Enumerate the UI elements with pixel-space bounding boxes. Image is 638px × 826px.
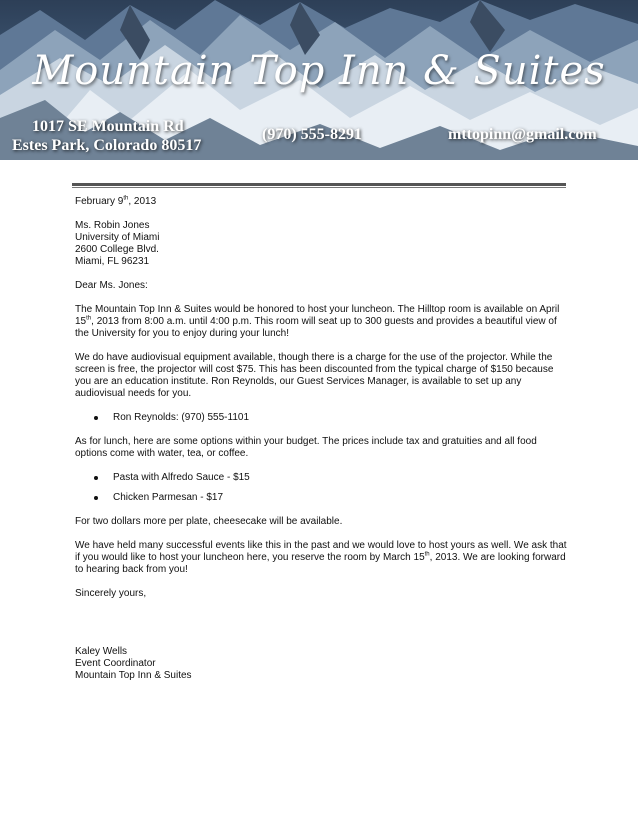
address-line-1: 1017 SE Mountain Rd xyxy=(32,118,184,135)
menu-list xyxy=(75,492,570,504)
paragraph-audiovisual: We do have audiovisual equipment available, though there is a charge for the use of the projector. While the screen is free, the projector will cost $75. This has been discounted from the typical charge of $150 because you are an education institute. Ron Reynolds, our Guest Services Manager, is available to set up any audiovisual needs for you. xyxy=(75,352,554,399)
paragraph-lunch: As for lunch, here are some options within your budget. The prices include tax and gratuities and all food options come with water, tea, or coffee. xyxy=(75,436,537,459)
salutation: Dear Ms. Jones: xyxy=(75,280,148,291)
recipient-line: 2600 College Blvd. xyxy=(75,244,159,255)
contact-list xyxy=(75,412,570,424)
list-item: Chicken Parmesan - $17 xyxy=(75,492,570,504)
header-divider xyxy=(72,183,566,186)
header-divider-thin xyxy=(72,187,566,188)
menu-list xyxy=(75,472,570,484)
signer-title: Event Coordinator xyxy=(75,658,156,669)
letter-date: February 9th, 2013 xyxy=(75,195,157,207)
signature-block xyxy=(75,646,570,682)
recipient-line: University of Miami xyxy=(75,232,160,243)
recipient-block xyxy=(75,220,570,268)
list-item: Pasta with Alfredo Sauce - $15 xyxy=(75,472,570,484)
inn-name-title: Mountain Top Inn & Suites xyxy=(32,48,606,94)
signer-name: Kaley Wells xyxy=(75,646,128,657)
complimentary-close: Sincerely yours, xyxy=(75,588,147,599)
list-item: Ron Reynolds: (970) 555-1101 xyxy=(75,412,570,424)
paragraph-availability: The Mountain Top Inn & Suites would be honored to host your luncheon. The Hilltop room is available on April 15th, 2013 from 8:00 a.m. until 4:00 p.m. This room will seat up to 300 guests and provides a beautiful view of the University for you to enjoy during your lunch! xyxy=(75,304,560,339)
paragraph-dessert: For two dollars more per plate, cheesecake will be available. xyxy=(75,516,343,527)
phone-number: (970) 555-8291 xyxy=(262,126,362,143)
letterhead-banner xyxy=(0,0,638,160)
paragraph-closing-request: We have held many successful events like this in the past and we would love to host yours as well. We ask that if you would like to host your luncheon here, you reserve the room by March 15th, 2013. We are looking forward to hearing back from you! xyxy=(75,540,567,575)
recipient-line: Ms. Robin Jones xyxy=(75,220,150,231)
letter-body xyxy=(75,196,570,694)
signer-organization: Mountain Top Inn & Suites xyxy=(75,670,192,681)
street-address xyxy=(12,117,201,155)
email-address: mttopinn@gmail.com xyxy=(448,126,597,143)
recipient-line: Miami, FL 96231 xyxy=(75,256,150,267)
address-line-2: Estes Park, Colorado 80517 xyxy=(12,137,202,154)
